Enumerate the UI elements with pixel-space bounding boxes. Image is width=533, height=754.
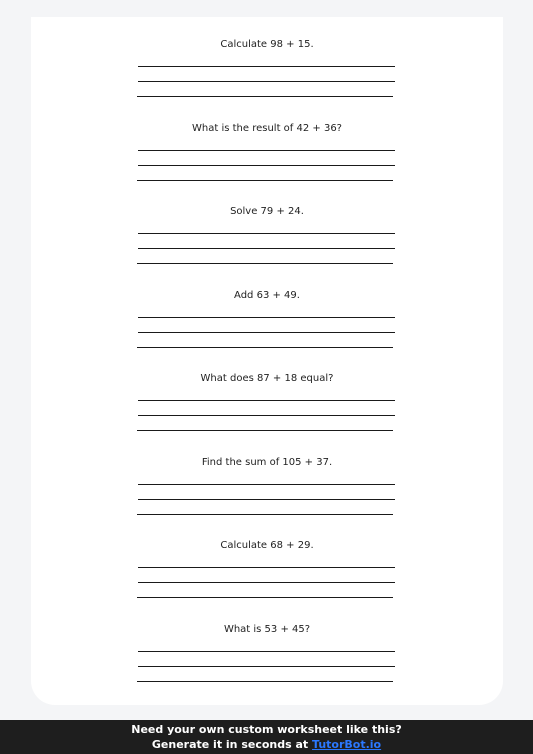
promo-banner xyxy=(0,720,533,754)
question-3 xyxy=(31,205,503,277)
answer-line xyxy=(137,347,393,348)
answer-line xyxy=(137,96,393,97)
answer-line xyxy=(138,332,395,333)
question-prompt: Calculate 98 + 15. xyxy=(220,39,314,50)
question-prompt: What is the result of 42 + 36? xyxy=(192,123,342,134)
answer-line xyxy=(138,400,395,401)
question-4 xyxy=(31,289,503,361)
answer-line xyxy=(137,681,393,682)
tutorbot-link[interactable]: TutorBot.io xyxy=(312,738,382,751)
answer-line xyxy=(137,430,393,431)
answer-line xyxy=(138,81,395,82)
question-prompt: Solve 79 + 24. xyxy=(230,206,304,217)
question-prompt: What does 87 + 18 equal? xyxy=(200,373,334,384)
answer-line xyxy=(138,317,395,318)
answer-line xyxy=(138,248,395,249)
answer-line xyxy=(137,597,393,598)
promo-headline: Need your own custom worksheet like this? xyxy=(131,723,402,736)
answer-line xyxy=(138,165,395,166)
question-5 xyxy=(31,372,503,444)
answer-line xyxy=(138,150,395,151)
answer-line xyxy=(138,66,395,67)
answer-line xyxy=(137,263,393,264)
answer-line xyxy=(138,651,395,652)
answer-line xyxy=(138,499,395,500)
answer-line xyxy=(138,567,395,568)
answer-line xyxy=(137,514,393,515)
answer-line xyxy=(138,233,395,234)
answer-line xyxy=(138,582,395,583)
question-prompt: Add 63 + 49. xyxy=(234,290,300,301)
question-7 xyxy=(31,539,503,611)
question-8 xyxy=(31,623,503,695)
answer-line xyxy=(138,666,395,667)
answer-line xyxy=(138,484,395,485)
answer-line xyxy=(137,180,393,181)
question-2 xyxy=(31,122,503,194)
question-1 xyxy=(31,38,503,110)
worksheet-page xyxy=(31,17,503,705)
question-prompt: What is 53 + 45? xyxy=(223,624,311,635)
promo-subline-text: Generate it in seconds at xyxy=(151,738,313,751)
question-prompt: Calculate 68 + 29. xyxy=(220,540,314,551)
answer-line xyxy=(138,415,395,416)
question-prompt: Find the sum of 105 + 37. xyxy=(201,457,333,468)
question-6 xyxy=(31,456,503,528)
promo-subline xyxy=(0,738,533,752)
